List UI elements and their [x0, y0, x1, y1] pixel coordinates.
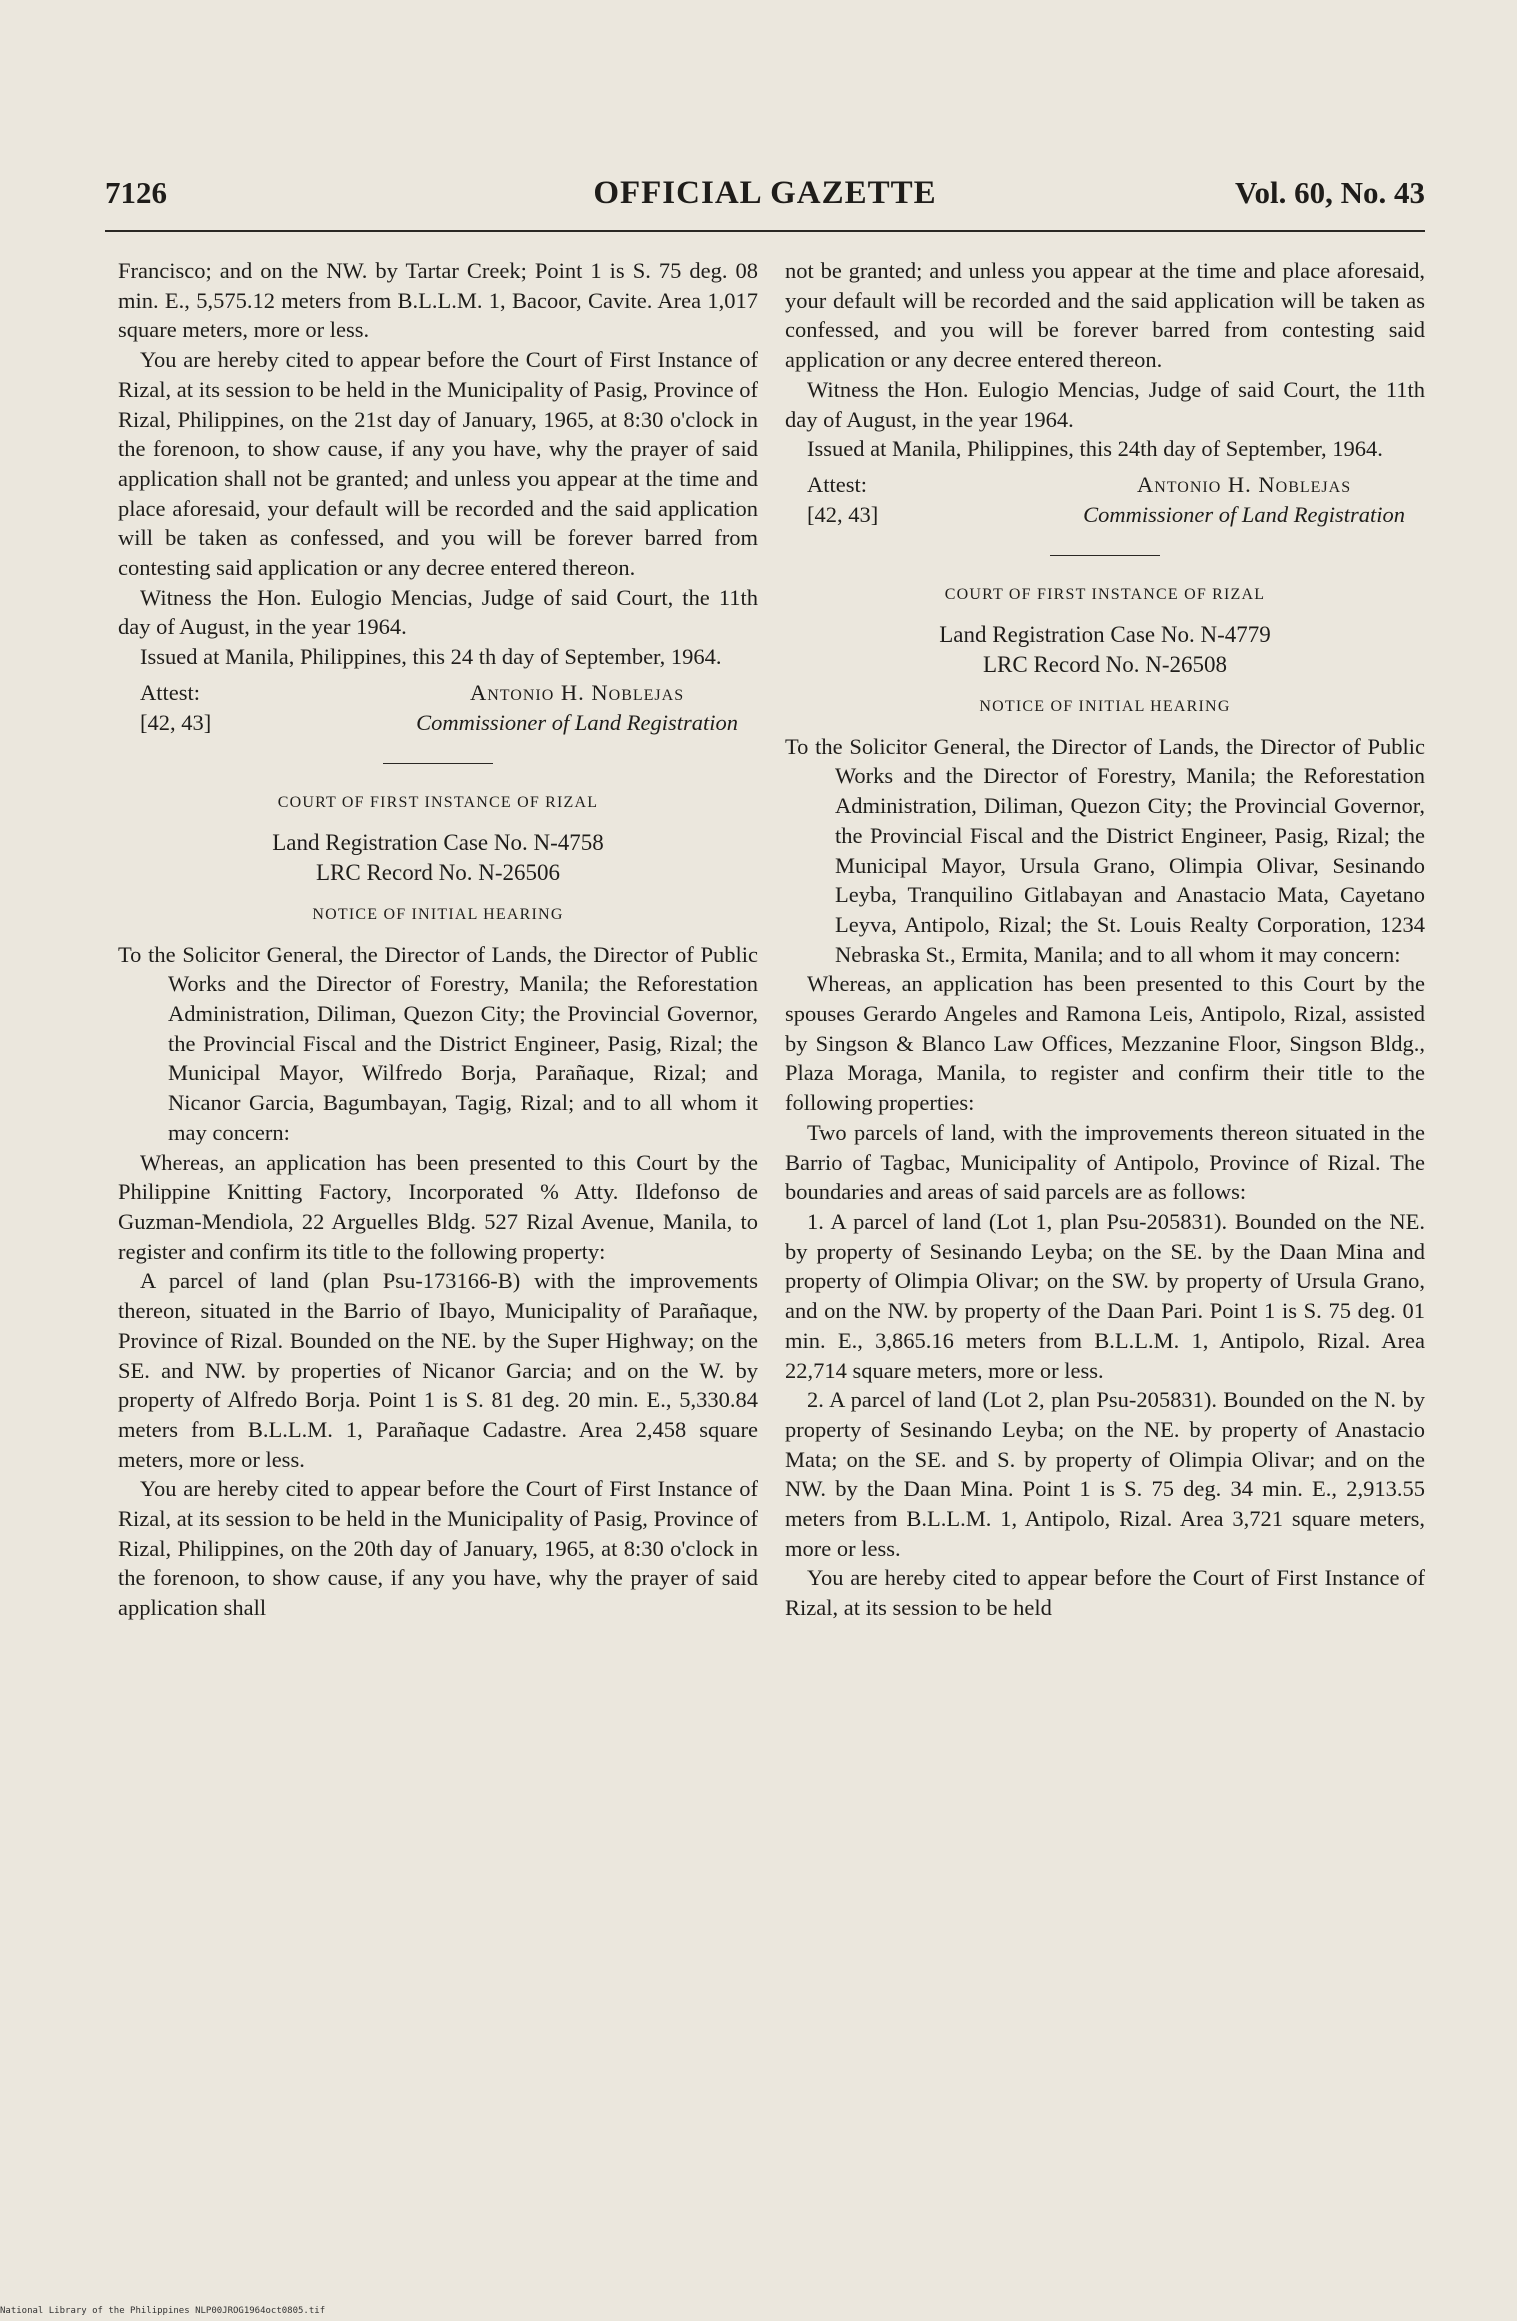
notice-heading: NOTICE OF INITIAL HEARING — [312, 905, 564, 923]
header-rule — [105, 230, 1425, 232]
left-column — [118, 256, 758, 1623]
section-divider — [383, 763, 493, 764]
notice-heading: NOTICE OF INITIAL HEARING — [979, 698, 1231, 716]
paragraph: Two parcels of land, with the improvements thereon situated in the Barrio of Tagbac, Municipality of Antipolo, Province of Rizal. The boundaries and areas of said parcels are as follows: — [785, 1119, 1425, 1205]
paragraph: Issued at Manila, Philippines, this 24th day of September, 1964. — [807, 436, 1383, 462]
paragraph: A parcel of land (plan Psu-173166-B) with the improvements thereon, situated in the Barrio of Ibayo, Municipality of Parañaque, Province of Rizal. Bounded on the NE. by the Super Highway; on the SE. and NW. by properties of Nicanor Garcia; and on the W. by property of Alfredo Borja. Point 1 is S. 81 deg. 20 min. E., 5,330.84 meters from B.L.L.M. 1, Parañaque Cadastre. Area 2,458 square meters, more or less. — [118, 1268, 758, 1472]
page-header — [105, 175, 1425, 215]
paragraph: You are hereby cited to appear before the Court of First Instance of Rizal, at its session to be held in the Municipality of Pasig, Province of Rizal, Philippines, on the 20th day of January, 1965, at 8:30 o'clock in the forenoon, to show cause, if any you have, why the prayer of said application shall — [118, 1476, 758, 1621]
paragraph: You are hereby cited to appear before the Court of First Instance of Rizal, at its session to be held — [785, 1565, 1425, 1621]
attestation — [118, 678, 758, 737]
paragraph: Francisco; and on the NW. by Tartar Creek; Point 1 is S. 75 deg. 08 min. E., 5,575.12 meters from B.L.L.M. 1, Bacoor, Cavite. Area 1,017 square meters, more or less. — [118, 258, 758, 343]
paragraph: 1. A parcel of land (Lot 1, plan Psu-205831). Bounded on the NE. by property of Sesinando Leyba; on the SE. by the Daan Mina and property of Olimpia Olivar; on the SW. by property of Ursula Grano, and on the NW. by property of the Daan Pari. Point 1 is S. 75 deg. 01 min. E., 3,865.16 meters from B.L.L.M. 1, Antipolo, Rizal. Area 22,714 square meters, more or less. — [785, 1208, 1425, 1383]
right-column — [785, 256, 1425, 1623]
case-number: Land Registration Case No. N-4779 — [939, 622, 1271, 648]
address-paragraph: To the Solicitor General, the Director of Lands, the Director of Public Works and the Director of Forestry, Manila; the Reforestation Administration, Diliman, Quezon City; the Provincial Governor, the Provincial Fiscal and the District Engineer, Pasig, Rizal; the Municipal Mayor, Wilfredo Borja, Parañaque, Rizal; and Nicanor Garcia, Bagumbayan, Tagig, Rizal; and to all whom it may concern: — [118, 941, 758, 1145]
paragraph: not be granted; and unless you appear at the time and place aforesaid, your default will be recorded and the said application will be taken as confessed, and you will be forever barred from contesting said application or any decree entered thereon. — [785, 258, 1425, 373]
attest-label: Attest: — [807, 471, 867, 497]
record-number: LRC Record No. N-26508 — [982, 652, 1228, 678]
attest-label: Attest: — [140, 679, 200, 705]
paragraph: Witness the Hon. Eulogio Mencias, Judge of said Court, the 11th day of August, in the year 1964. — [118, 584, 758, 640]
paragraph: Whereas, an application has been presented to this Court by the spouses Gerardo Angeles and Ramona Leis, Antipolo, Rizal, assisted by Singson & Blanco Law Offices, Mezzanine Floor, Singson Bldg., Plaza Moraga, Manila, to register and confirm their title to the following properties: — [785, 971, 1425, 1116]
court-heading: COURT OF FIRST INSTANCE OF RIZAL — [944, 586, 1266, 604]
page-number: 7126 — [105, 175, 167, 210]
paragraph: Whereas, an application has been presented to this Court by the Philippine Knitting Factory, Incorporated % Atty. Ildefonso de Guzman-Mendiola, 22 Arguelles Bldg. 527 Rizal Avenue, Manila, to register and confirm its title to the following property: — [118, 1149, 758, 1264]
address-paragraph: To the Solicitor General, the Director of Lands, the Director of Public Works and the Director of Forestry, Manila; the Reforestation Administration, Diliman, Quezon City; the Provincial Governor, the Provincial Fiscal and the District Engineer, Pasig, Rizal; the Municipal Mayor, Ursula Grano, Olimpia Olivar, Sesinando Leyba, Tranquilino Gitlabayan and Anastacio Mata, Cayetano Leyva, Antipolo, Rizal; the St. Louis Realty Corporation, 1234 Nebraska St., Ermita, Manila; and to all whom it may concern: — [785, 733, 1425, 967]
paragraph: Issued at Manila, Philippines, this 24 th day of September, 1964. — [140, 644, 722, 670]
attestation — [785, 470, 1425, 529]
attest-ref: [42, 43] — [807, 501, 879, 527]
attest-title: Commissioner of Land Registration — [1083, 501, 1405, 527]
paragraph: 2. A parcel of land (Lot 2, plan Psu-205831). Bounded on the N. by property of Sesinando Leyba; on the NE. by property of Anastacio Mata; on the SE. and S. by property of Olimpia Olivar; and on the NW. by the Daan Mina. Point 1 is S. 75 deg. 34 min. E., 2,913.55 meters from B.L.L.M. 1, Antipolo, Rizal. Area 3,721 square meters, more or less. — [785, 1387, 1425, 1561]
attest-ref: [42, 43] — [140, 709, 212, 735]
scan-footer: National Library of the Philippines NLP00JROG1964oct0805.tif — [0, 2306, 326, 2316]
attest-name: Antonio H. Noblejas — [469, 679, 685, 705]
case-number: Land Registration Case No. N-4758 — [272, 829, 604, 855]
paragraph: Witness the Hon. Eulogio Mencias, Judge of said Court, the 11th day of August, in the year 1964. — [785, 376, 1425, 432]
volume-number: Vol. 60, No. 43 — [1234, 175, 1425, 210]
paragraph: You are hereby cited to appear before the Court of First Instance of Rizal, at its session to be held in the Municipality of Pasig, Province of Rizal, Philippines, on the 21st day of January, 1965, at 8:30 o'clock in the forenoon, to show cause, if any you have, why the prayer of said application shall not be granted; and unless you appear at the time and place aforesaid, your default will be recorded and the said application will be taken as confessed, and you will be forever barred from contesting said application or any decree entered thereon. — [118, 347, 758, 581]
attest-name: Antonio H. Noblejas — [1136, 471, 1352, 497]
publication-title: OFFICIAL GAZETTE — [593, 175, 937, 211]
record-number: LRC Record No. N-26506 — [315, 859, 561, 885]
attest-title: Commissioner of Land Registration — [416, 709, 738, 735]
section-divider — [1050, 555, 1160, 556]
court-heading: COURT OF FIRST INSTANCE OF RIZAL — [277, 794, 599, 812]
